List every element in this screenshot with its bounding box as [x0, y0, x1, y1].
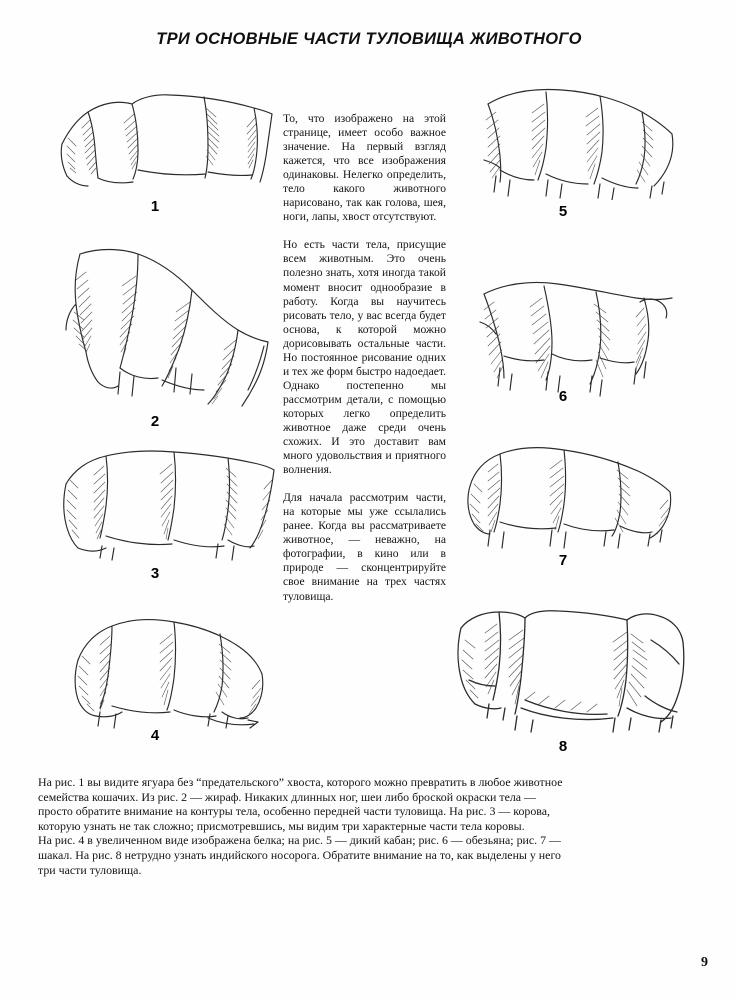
body-paragraph-3: Для начала рассмотрим части, на которые мы уже ссылались ранее. Когда вы рассматриваете животное, — неважно, на фотографии, в кино или в природе — сконцентрируйте свое внимание на трех частях туловища. — [283, 491, 446, 603]
figure-number-4: 4 — [150, 727, 160, 744]
figure-1-jaguar-torso — [58, 78, 276, 215]
figure-number-3: 3 — [150, 565, 160, 582]
page-number: 9 — [701, 955, 708, 970]
caption-paragraph — [38, 775, 700, 877]
figure-5-wild-boar-torso — [460, 78, 678, 220]
caption-line-7: три части туловища. — [38, 862, 142, 877]
figure-7-jackal-torso — [460, 438, 678, 569]
caption-line-6: шакал. На рис. 8 нетрудно узнать индийского носорога. Обратите внимание на то, как выделены у него — [38, 847, 561, 862]
figure-number-1: 1 — [150, 198, 160, 215]
figure-number-8: 8 — [558, 738, 568, 755]
figure-number-5: 5 — [558, 203, 568, 220]
body-paragraph-1: То, что изображено на этой странице, имеет особо важное значение. На первый взгляд кажется, что все изображения одинаковы. Нелегко определить, тело какого животного нарисовано, так как голова, шея, ноги, лапы, хвост отсутствуют. — [283, 112, 446, 224]
caption-line-5: На рис. 4 в увеличенном виде изображена белка; на рис. 5 — дикий кабан; рис. 6 — обезьяна; рис. 7 — — [38, 833, 561, 848]
caption-line-2: семейства кошачих. Из рис. 2 — жираф. Никаких длинных ног, шеи либо броской окраски тела — — [38, 789, 536, 804]
figure-2-giraffe-torso — [58, 242, 276, 430]
body-paragraph-2: Но есть части тела, присущие всем животным. Это очень полезно знать, хотя иногда такой момент вносит однообразие в работу. Когда вы научитесь рисовать тело, у вас всегда будет основа, к которой можно дорисовывать остальные части. Но постоянное рисование одних и тех же форм быстро надоедает. Однако постепенно мы рассмотрим детали, с помощью которых легко определить животное даже среди очень схожих. И это доставит вам много удовольствия и приятного волнения. — [283, 238, 446, 477]
page-title: ТРИ ОСНОВНЫЕ ЧАСТИ ТУЛОВИЩА ЖИВОТНОГО — [156, 30, 582, 48]
figure-6-monkey-torso — [460, 272, 678, 405]
caption-line-1: На рис. 1 вы видите ягуара без “предательского” хвоста, которого можно превратить в любое животное — [38, 775, 563, 789]
figure-number-7: 7 — [558, 552, 568, 569]
figure-number-6: 6 — [558, 388, 568, 405]
figure-4-squirrel-torso — [58, 608, 276, 744]
figure-3-cow-torso — [58, 440, 276, 582]
caption-line-4: которую узнать не так сложно; присмотревшись, мы видим три характерные части тела коровы. — [38, 818, 525, 833]
caption-line-3: просто обратите внимание на контуры тела, особенно передней части туловища. На рис. 3 — корова, — [38, 804, 551, 819]
figure-8-indian-rhino-torso — [455, 600, 687, 755]
figure-number-2: 2 — [150, 413, 160, 430]
body-text-column — [283, 112, 446, 618]
